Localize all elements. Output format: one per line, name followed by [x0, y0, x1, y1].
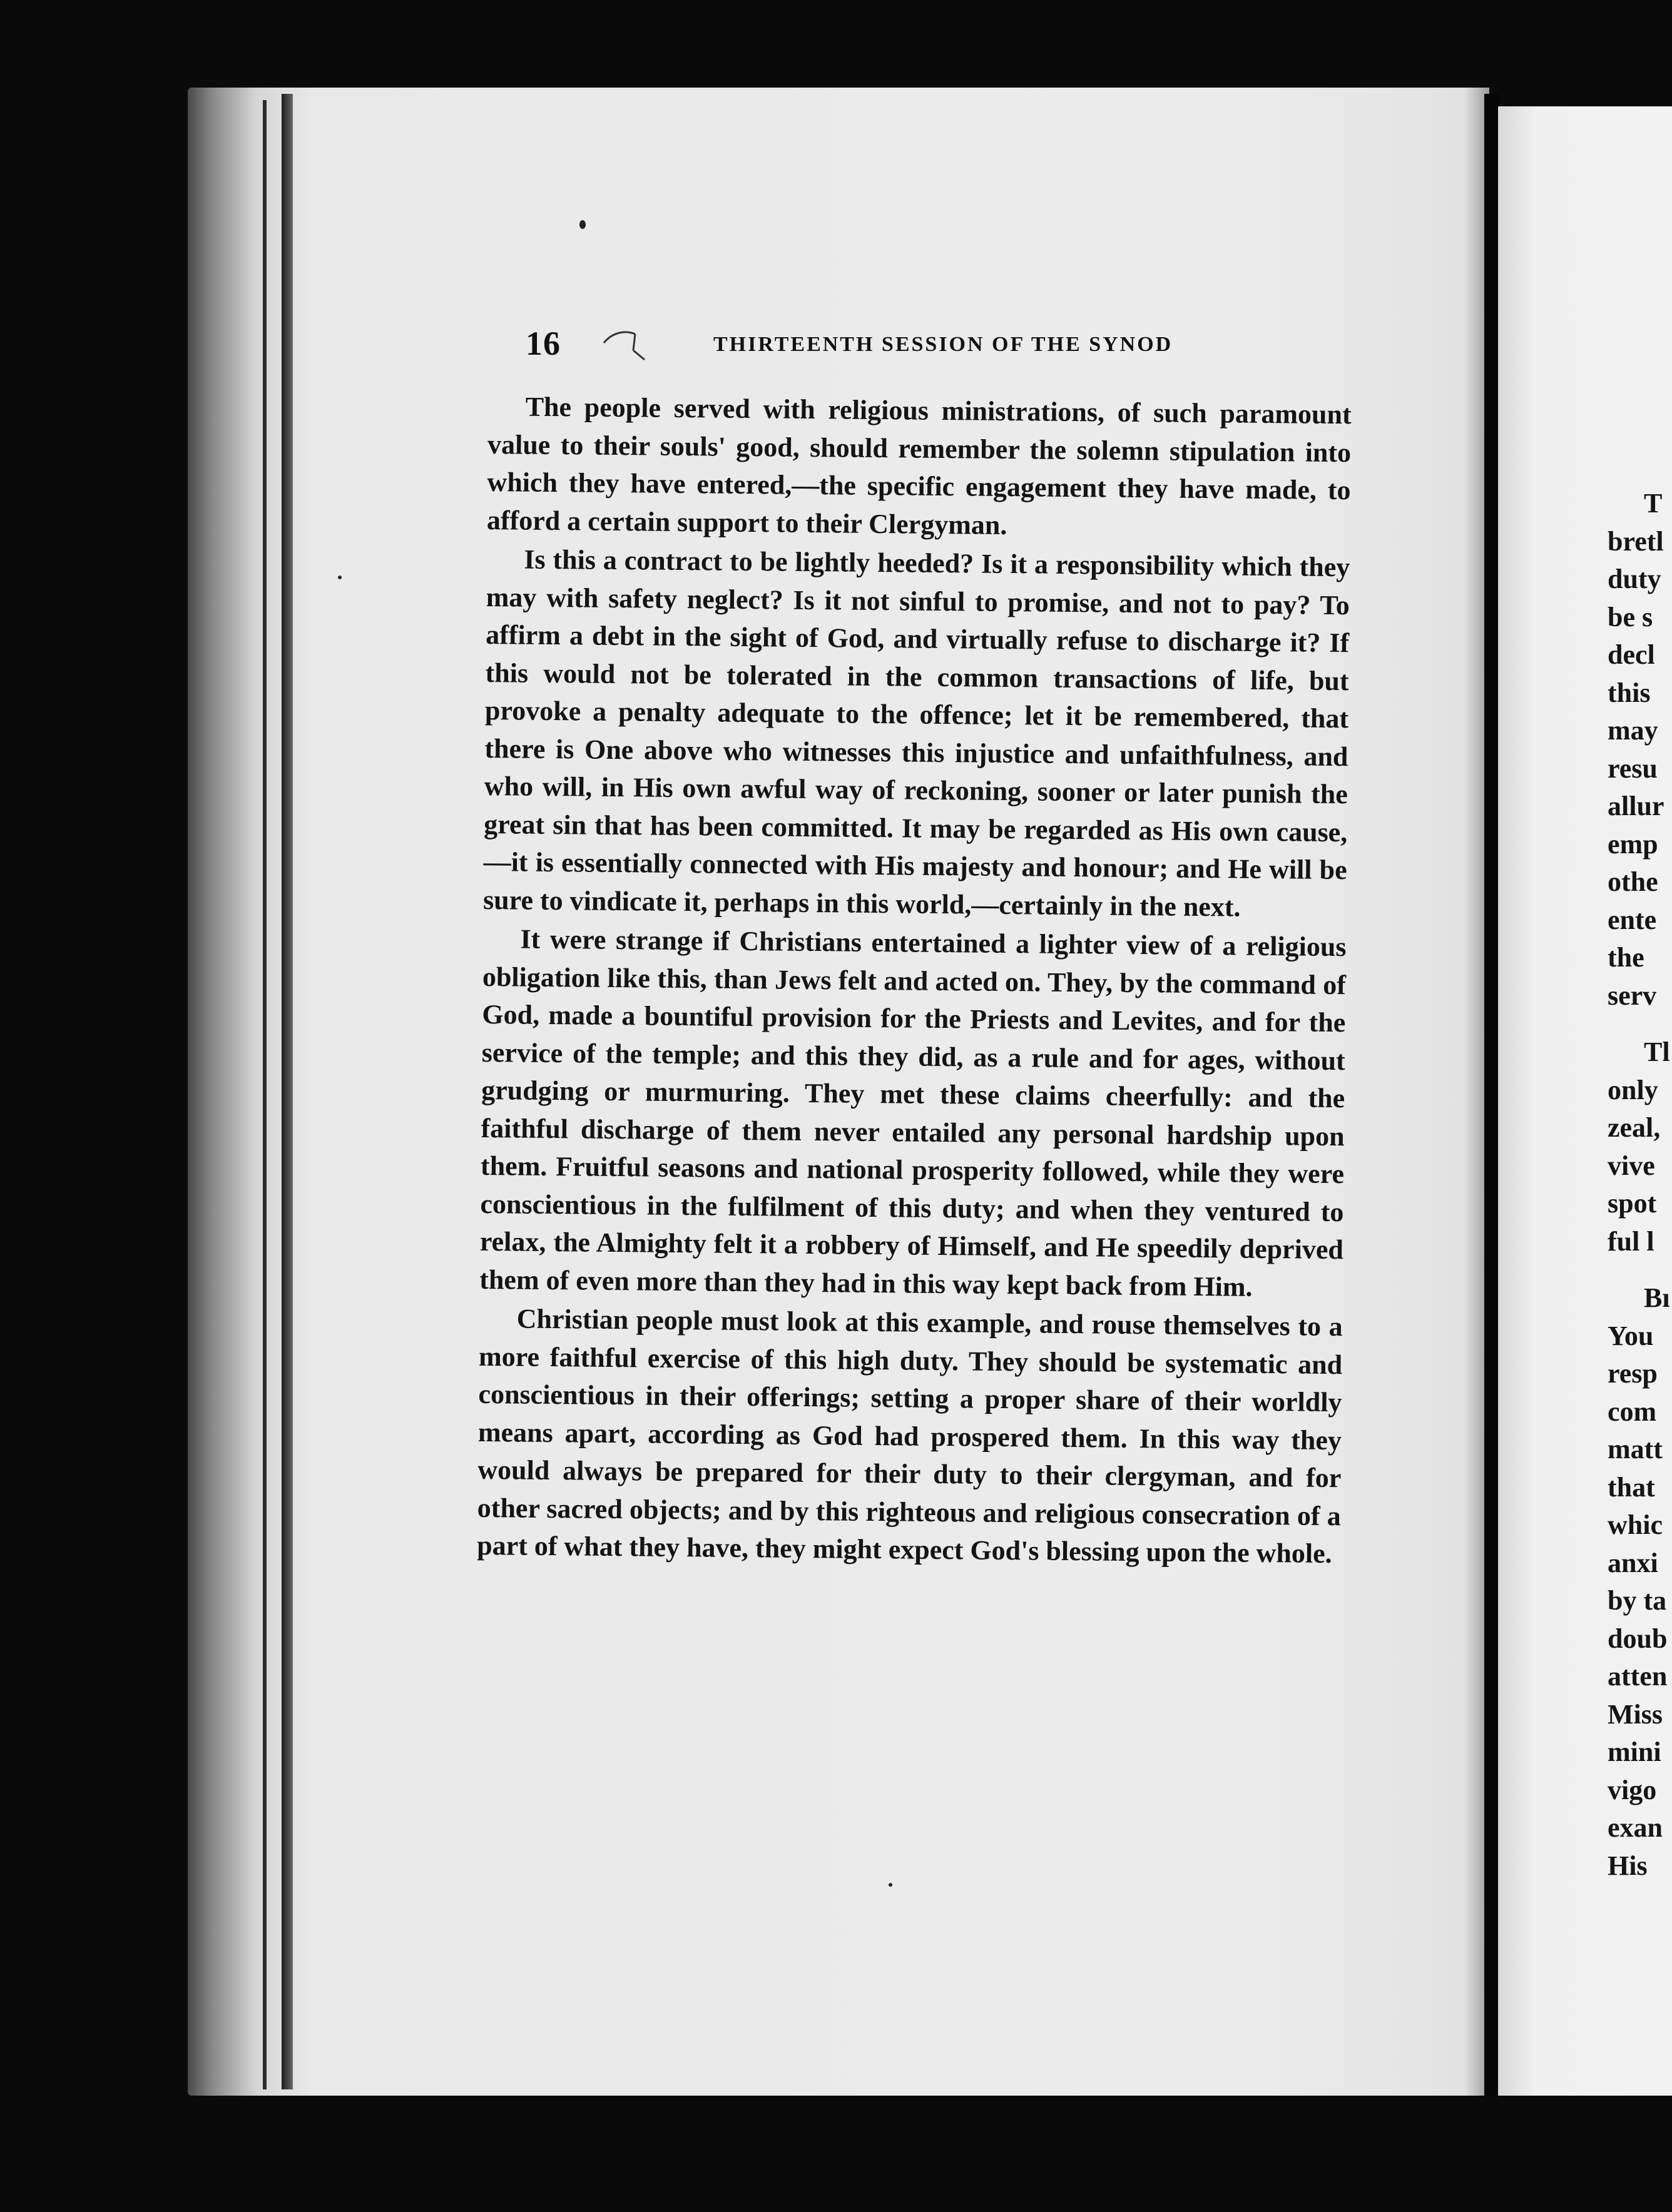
facing-page-line: T [1644, 488, 1663, 519]
paragraph-1: The people served with religious ministrations, of such paramount value to their souls' good, should remember the solemn stipulation into which they have entered,—the specific engagement they have made, to afford a certain support to their Clergyman. [486, 391, 1352, 540]
facing-page-line: ente [1608, 904, 1657, 935]
facing-page-line: emp [1608, 828, 1658, 860]
paragraph-2: Is this a contract to be lightly heeded? Is it a responsibility which they may with safety neglect? Is it not sinful to promise, and not to pay? To affirm a debt in the sight of God, and virtually refuse to discharge it? If this would not be tolerated in the common transactions of life, but provoke a penalty adequate to the offence; let it be remembered, that there is One above who witnesses this injustice and unfaithfulness, and who will, in His own awful way of reckoning, sooner or later punish the great sin that has been committed. It may be regarded as His own cause,—it is essentially connected with His majesty and honour; and He will be sure to vindicate it, perhaps in this world,—certainly in the next. [482, 544, 1350, 923]
facing-page-line: mini [1608, 1737, 1661, 1767]
facing-page-line: allur [1608, 791, 1664, 821]
facing-page-line: this [1608, 677, 1651, 708]
page-title: THIRTEENTH SESSION OF THE SYNOD [713, 333, 1173, 356]
facing-page-line: matt [1608, 1434, 1663, 1464]
page-binding-shadow [282, 94, 293, 2089]
ink-speck [889, 1883, 892, 1887]
facing-page-line: atten [1608, 1661, 1668, 1692]
facing-page-line: may [1608, 715, 1658, 746]
ink-speck [338, 576, 342, 579]
facing-page-line: exan [1608, 1812, 1663, 1843]
facing-page-line: com [1608, 1396, 1657, 1427]
facing-page-line: vive [1608, 1150, 1655, 1181]
facing-page-text [1608, 485, 1672, 1885]
facing-page-line: You [1608, 1320, 1654, 1351]
facing-page-line: resp [1608, 1358, 1658, 1389]
facing-page-line: the [1608, 942, 1644, 973]
page-number: 16 [526, 325, 561, 362]
pencil-mark-icon [601, 325, 657, 363]
facing-page-line: that [1608, 1471, 1655, 1503]
facing-page-line: zeal, [1608, 1112, 1661, 1143]
paragraph-gap [1608, 1261, 1672, 1279]
facing-page-line: doub [1608, 1623, 1668, 1654]
facing-page-line: resu [1608, 753, 1658, 784]
running-header [526, 324, 1402, 368]
facing-page-line: vigo [1608, 1774, 1657, 1805]
facing-page-line: anxi [1608, 1547, 1658, 1578]
facing-page-line: bretl [1608, 525, 1664, 557]
facing-page-line: Tl [1644, 1037, 1670, 1067]
facing-page-line: Bı [1644, 1282, 1670, 1313]
facing-page-line: His [1608, 1850, 1648, 1881]
facing-page-line: decl [1608, 639, 1655, 670]
paragraph-3: It were strange if Christians entertained a lighter view of a religious obligation like this, than Jews felt and acted on. They, by the command of God, made a bountiful provision for the Priests and Levites, and for the service of the temple; and this they did, as a rule and for ages, without grudging or murmuring. They met these claims cheerfully: and the faithful discharge of them never entailed any personal hardship upon them. Fruitful seasons and national prosperity followed, while they were conscientious in the fulfilment of this duty; and when they ventured to relax, the Almighty felt it a robbery of Himself, and He speedily deprived them of even more than they had in this way kept back from Him. [479, 923, 1347, 1302]
facing-page-line: serv [1608, 980, 1657, 1011]
facing-page-line: ful l [1608, 1225, 1654, 1257]
page-edge-line [263, 100, 267, 2089]
facing-page-line: othe [1608, 866, 1658, 897]
paragraph-4: Christian people must look at this example, and rouse themselves to a more faithful exercise of this high duty. They should be systematic and conscientious in their offerings; setting a proper share of their worldly means apart, according as God had prospered them. In this way they would always be prepared for their duty to their clergyman, and for other sacred objects; and by this righteous and religious consecration of a part of what they have, they might expect God's blessing upon the whole. [477, 1303, 1343, 1570]
facing-page-line: be s [1608, 601, 1653, 632]
body-text [477, 388, 1352, 1575]
book-gutter [1484, 94, 1498, 2096]
facing-page-line: duty [1608, 564, 1661, 594]
facing-page [1498, 106, 1672, 2096]
facing-page-line: by ta [1608, 1585, 1667, 1616]
facing-page-line: Miss [1608, 1698, 1663, 1730]
ink-speck [579, 220, 586, 229]
paragraph-gap [1608, 1015, 1672, 1033]
facing-page-line: spot [1608, 1188, 1657, 1219]
facing-page-line: whic [1608, 1509, 1663, 1540]
facing-page-line: only [1608, 1074, 1658, 1105]
